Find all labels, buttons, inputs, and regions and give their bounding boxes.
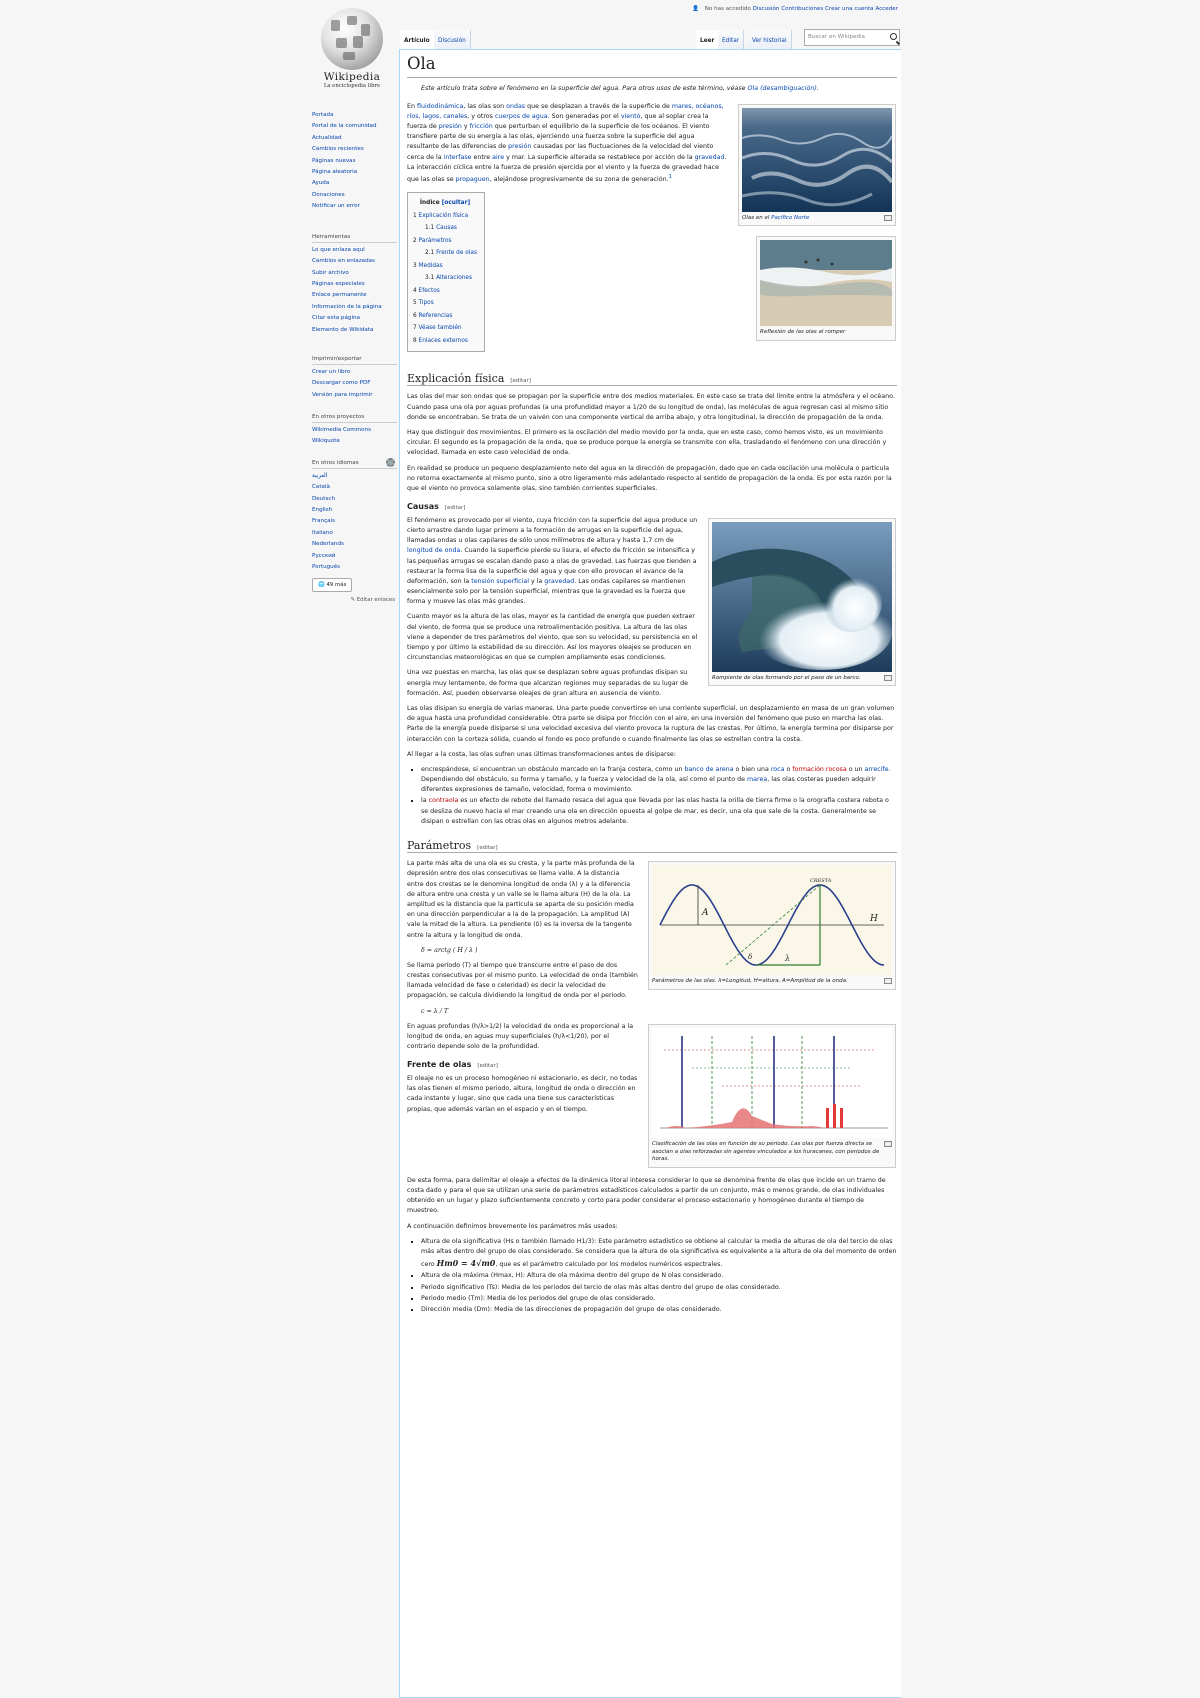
sidebar-item-language-4[interactable]: Français bbox=[312, 518, 336, 525]
nav-projects-list bbox=[312, 425, 397, 448]
paragraph: Se llama período (T) al tiempo que transcurre entre el paso de dos crestas consecutivas por el mismo punto. La velocidad de onda (también llamada velocidad de fase o celeridad) es decir la velocidad de propagación, se calcula dividiendo la longitud de onda por el periodo. bbox=[407, 961, 638, 1000]
toc-number: 1.1 bbox=[425, 225, 437, 232]
list-text: encrespándose, si encuentran un obstáculo marcado en la franja costera, como un bbox=[421, 765, 685, 773]
intro-text: , las olas son bbox=[463, 102, 507, 110]
toc-link[interactable] bbox=[413, 338, 468, 344]
intro-text: entre bbox=[471, 153, 493, 161]
intro-link[interactable]: interfase bbox=[443, 153, 472, 161]
sidebar-item-main-6[interactable]: Ayuda bbox=[312, 180, 330, 187]
sidebar-item-language-6[interactable]: Nederlands bbox=[312, 541, 344, 548]
chart-label: H bbox=[870, 914, 878, 925]
edit-section-link[interactable]: [editar] bbox=[510, 378, 531, 385]
list-item: ▪ Periodo significativo (Ts): Media de los periodos del tercio de olas más altas dentro del grupo de olas considerado. bbox=[421, 1283, 897, 1293]
sidebar-item-main-2[interactable]: Actualidad bbox=[312, 134, 342, 141]
toc-hide-link[interactable]: [ocultar] bbox=[441, 200, 471, 207]
sidebar-item-main-4[interactable]: Páginas nuevas bbox=[312, 157, 356, 164]
paragraph: Al llegar a la costa, las olas sufren unas últimas transformaciones antes de disiparse: bbox=[407, 750, 676, 758]
sidebar-item-tools-5[interactable]: Información de la página bbox=[312, 303, 382, 310]
thumb-pacific bbox=[738, 104, 896, 227]
toc-link[interactable] bbox=[413, 263, 443, 269]
tension-superficial-link[interactable]: tensión superficial bbox=[471, 577, 529, 585]
caption-parameters bbox=[652, 975, 892, 986]
causas-text: . Cuando la superficie pierde su lisura, el efecto de fricción se intensifica y las pequeñas arrugas se escalan dando paso a olas de gravedad. Las fuerzas que tienden a restaurar la forma lisa de la superficie del agua y que con ello provocan el avance de la deformación, son la bbox=[407, 547, 697, 585]
sidebar-item-print-1[interactable]: Descargar como PDF bbox=[312, 380, 371, 387]
toc-link[interactable] bbox=[425, 275, 472, 281]
thumb-breaking-wave bbox=[708, 518, 896, 687]
list-item bbox=[312, 268, 397, 279]
page-title: Ola bbox=[407, 50, 897, 78]
wave-period-classification-chart[interactable] bbox=[652, 1028, 892, 1138]
sidebar-item-language-3[interactable]: English bbox=[312, 506, 333, 513]
paragraph: En realidad se produce un pequeno desplazamiento neto del agua en la dirección de propagación, dado que en cada oscilación una molécula o partícula no retorna exactamente al mismo punto, sino a otro ligeramente más adelantado respecto al sentido de propagación de la onda. Es por esta razón por la que el viento no provoca solamente olas, sino también corrientes superficiales. bbox=[407, 464, 892, 492]
sidebar-item-language-8[interactable]: Português bbox=[312, 563, 341, 570]
list-item bbox=[312, 133, 397, 144]
list-item: ▪ Altura de ola máxima (Hmax, H): Altura de ola máxima dentro del grupo de N olas considerado. bbox=[421, 1271, 897, 1281]
banco-de-arena-link[interactable]: banco de arena bbox=[684, 765, 734, 773]
longitud-de-onda-link[interactable]: longitud de onda bbox=[407, 547, 461, 555]
toc-link[interactable] bbox=[413, 288, 440, 294]
gear-icon[interactable] bbox=[386, 458, 395, 467]
toc-list bbox=[413, 210, 477, 348]
sidebar-item-projects-0[interactable]: Wikimedia Commons bbox=[312, 426, 372, 433]
nav-projects bbox=[312, 406, 397, 448]
sidebar-item-main-3[interactable]: Cambios recientes bbox=[312, 146, 364, 153]
toc-link[interactable] bbox=[413, 213, 468, 219]
toc-number: 7 bbox=[413, 325, 419, 332]
toc-number: 2 bbox=[413, 237, 419, 244]
paragraph: De esta forma, para delimitar el oleaje a efectos de la dinámica litoral interesa considerar lo que se denomina frente de olas que incide en un tramo de costa dado y para el que se utilizan una serie de parámetros estadísticos calculados a partir de un conjunto, más o menos grande, de olas individuales obtenido en un lugar y plazo suficientemente concreto y corto para poder considerar el proceso estacionario y homogéneo durante el tiempo de muestreo. bbox=[407, 1176, 886, 1215]
edit-section-link[interactable]: [editar] bbox=[477, 845, 498, 851]
sidebar-item-language-5[interactable]: Italiano bbox=[312, 529, 333, 536]
wave-sea-image[interactable] bbox=[742, 108, 892, 212]
contributions-link[interactable]: Contribuciones bbox=[781, 6, 824, 12]
intro-link[interactable]: presión bbox=[438, 123, 462, 131]
contraola-link[interactable]: contraola bbox=[428, 797, 459, 805]
list-item bbox=[312, 436, 397, 447]
enlarge-icon[interactable] bbox=[884, 978, 892, 984]
toc-number: 2.1 bbox=[425, 250, 437, 257]
toc-item bbox=[413, 272, 477, 285]
toc-text: Tipos bbox=[418, 300, 434, 307]
nav-tools-list bbox=[312, 245, 397, 336]
nav-main bbox=[312, 110, 397, 213]
roca-link[interactable]: roca bbox=[770, 765, 785, 773]
intro-text: que se desplazan a través de la superficie de bbox=[525, 102, 672, 110]
toc-item bbox=[413, 285, 477, 298]
sidebar-item-tools-4[interactable]: Enlace permanente bbox=[312, 292, 367, 299]
list-item: ▪ Dirección media (Dm): Media de las direcciones de propagación del grupo de olas considerado. bbox=[421, 1305, 897, 1315]
toc-item bbox=[413, 235, 477, 248]
sidebar-item-projects-1[interactable]: Wikiquote bbox=[312, 438, 340, 445]
causas-text: y la bbox=[528, 577, 545, 585]
toc-text: Alteraciones bbox=[436, 275, 473, 282]
tagline: La enciclopedia libre bbox=[323, 82, 381, 89]
toc-text: Frente de olas bbox=[436, 250, 477, 257]
caption-beach: Reflexión de las olas al romper bbox=[760, 329, 846, 336]
sidebar-item-print-0[interactable]: Crear un libro bbox=[312, 368, 351, 375]
toc-text: Parámetros bbox=[418, 237, 452, 244]
toc-number: 1 bbox=[413, 212, 419, 219]
toc-title-text: Índice bbox=[419, 200, 440, 207]
list-item bbox=[312, 201, 397, 212]
causas-text: El fenómeno es provocado por el viento, cuya fricción con la superficie del agua produce un cierto arrastre dando lugar primero a la formación de arrugas en la superficie del agua, llamadas ondas u olas capilares de sólo unos milímetros de altura y hasta 1,7 cm de bbox=[407, 516, 698, 545]
list-item bbox=[312, 425, 397, 436]
section-title-parametros: Parámetros bbox=[407, 839, 472, 852]
nav-languages bbox=[312, 452, 397, 605]
list-item bbox=[312, 471, 397, 482]
intro-text: y bbox=[461, 123, 470, 131]
nav-print-list bbox=[312, 367, 397, 401]
sidebar-item-language-7[interactable]: Русский bbox=[312, 552, 336, 559]
list-text: o bbox=[784, 765, 793, 773]
list-item bbox=[312, 516, 397, 527]
intro-link[interactable]: presión bbox=[508, 143, 532, 151]
toc-link[interactable] bbox=[413, 300, 434, 306]
list-text: la bbox=[421, 797, 429, 805]
paragraph: En aguas profundas (h/λ>1/2) la velocidad de onda es proporcional a la longitud de onda, en aguas muy superficiales (h/λ<1/20), por el contrario depende solo de la profundidad. bbox=[407, 1022, 634, 1051]
wave-parameters-chart[interactable] bbox=[652, 865, 892, 975]
intro-link[interactable]: ondas bbox=[506, 102, 526, 110]
list-item bbox=[312, 144, 397, 155]
list-text: o bien una bbox=[733, 765, 771, 773]
formula-delta: δ = arctg ( H / λ ) bbox=[421, 946, 478, 954]
tab-discussion[interactable]: Discusión bbox=[434, 30, 471, 50]
caption-pacific-link[interactable]: Pacífico Norte bbox=[771, 214, 810, 221]
sidebar-item-tools-6[interactable]: Citar esta página bbox=[312, 315, 360, 322]
list-item bbox=[312, 494, 397, 505]
toc-link[interactable] bbox=[425, 250, 477, 256]
marea-link[interactable]: marea bbox=[747, 776, 768, 784]
sidebar-item-tools-1[interactable]: Cambios en enlazadas bbox=[312, 258, 375, 265]
sidebar-item-language-0[interactable]: العربية bbox=[312, 472, 328, 479]
globe-icon bbox=[321, 8, 383, 70]
toc-number: 6 bbox=[413, 312, 419, 319]
list-item bbox=[312, 190, 397, 201]
list-item bbox=[312, 551, 397, 562]
intro-link[interactable]: viento bbox=[620, 112, 641, 120]
intro-text: , alejándose progresivamente de su zona de generación. bbox=[489, 176, 669, 184]
paragraph: El oleaje no es un proceso homogéneo ni estacionario, es decir, no todas las olas tienen el mismo periodo, altura, longitud de onda o dirección en cada instante y lugar, sino que cada una tiene sus características propias, que además varían en el espacio y en el tiempo. bbox=[407, 1074, 638, 1113]
list-item bbox=[312, 167, 397, 178]
list-item bbox=[312, 562, 397, 573]
enlarge-icon[interactable] bbox=[884, 1141, 892, 1147]
search-input[interactable] bbox=[804, 29, 900, 46]
section-heading-causas bbox=[407, 502, 901, 512]
hm0-formula: Hm0 = 4√m0 bbox=[436, 1258, 496, 1269]
formula-celerity: c = λ / T bbox=[421, 1007, 449, 1015]
list-item bbox=[312, 390, 397, 401]
sidebar-item-tools-3[interactable]: Páginas especiales bbox=[312, 280, 365, 287]
list-text: . Dependiendo del obstáculo, su forma y tamaño, y la fuerza y velocidad de la ola, así como el punto de bbox=[421, 765, 891, 784]
list-item: ▪ Periodo medio (Tm): Media de los periodos del grupo de olas considerado. bbox=[421, 1294, 897, 1304]
sidebar-item-tools-7[interactable]: Elemento de Wikidata bbox=[312, 326, 374, 333]
list-item bbox=[312, 325, 397, 336]
tab-edit[interactable]: Editar bbox=[718, 30, 744, 50]
toc-text: Explicación física bbox=[418, 212, 469, 219]
toc-item bbox=[413, 310, 477, 323]
sidebar-item-main-8[interactable]: Notificar un error bbox=[312, 203, 360, 210]
intro-text: . Son generadas por el bbox=[547, 112, 621, 120]
caption-breaking-wave bbox=[712, 672, 892, 683]
toc bbox=[407, 192, 485, 352]
list-item bbox=[312, 302, 397, 313]
section-heading-parametros bbox=[407, 839, 897, 853]
list-item bbox=[312, 378, 397, 389]
toc-link[interactable] bbox=[425, 225, 457, 231]
list-item bbox=[312, 178, 397, 189]
tab-bar bbox=[400, 28, 900, 50]
toc-number: 3.1 bbox=[425, 275, 437, 282]
sidebar bbox=[300, 0, 400, 1698]
paragraph: Cuanto mayor es la altura de las olas, mayor es la cantidad de energía que pueden extraer del viento, de forma que se produce una retroalimentación positiva. La altura de las olas viene a depender de tres parámetros del viento, que son su velocidad, su persistencia en el tiempo y por último la estabilidad de su dirección. Así los mayores oleajes se producen en circunstancias meteorológicas en que se cumplen ampliamente esas condiciones. bbox=[407, 613, 698, 662]
tools-heading: Herramientas bbox=[312, 234, 397, 243]
nav-main-list bbox=[312, 110, 397, 213]
list-item bbox=[312, 121, 397, 132]
caption-pacific-text: Olas en el bbox=[742, 214, 772, 221]
list-item bbox=[312, 290, 397, 301]
toc-text: Causas bbox=[436, 225, 457, 232]
intro-link[interactable]: gravedad bbox=[694, 153, 725, 161]
search-icon[interactable] bbox=[890, 33, 897, 40]
list-text: , las olas costeras pueden adquirir diferentes expresiones de tamaño, velocidad, forma o movimiento. bbox=[421, 776, 876, 794]
toc-text: Medidas bbox=[418, 262, 443, 269]
hatnote: Este artículo trata sobre el fenómeno en la superficie del agua. Para otros usos de este término, véase Ola (desambiguación). bbox=[421, 84, 819, 92]
intro-link[interactable]: fricción bbox=[469, 123, 493, 131]
toc-text: Referencias bbox=[418, 312, 453, 319]
enlarge-icon[interactable] bbox=[884, 215, 892, 221]
intro-link[interactable]: aire bbox=[492, 153, 505, 161]
sidebar-item-tools-0[interactable]: Lo que enlaza aquí bbox=[312, 246, 365, 253]
sidebar-item-main-5[interactable]: Página aleatoria bbox=[312, 169, 358, 176]
caption-period-text: Clasificación de las olas en función de su periodo. Las olas por fuerza directa se asocian a olas reforzadas sin agentes vinculados a los huracanes, con periodos de horas. bbox=[652, 1140, 880, 1163]
list-text: o un bbox=[846, 765, 865, 773]
list-item bbox=[312, 245, 397, 256]
paragraph: Una vez puestas en marcha, las olas que se desplazan sobre aguas profundas disipan su energía muy lentamente, de forma que alcanzan regiones muy separadas de su lugar de formación. Así, pueden observarse oleajes de gran altura en ausencia de viento. bbox=[407, 669, 689, 697]
toc-item bbox=[413, 247, 477, 260]
intro-link[interactable]: 1 bbox=[668, 174, 672, 180]
caption-parameters-text: Parámetros de las olas. λ=Longitud, H=altura, A=Amplitud de la onda. bbox=[652, 978, 848, 985]
intro-link[interactable]: mares, océanos, ríos, lagos, canales bbox=[407, 102, 724, 120]
intro-text: que perturban el equilibrio de la superficie de los océanos. El viento transfiere parte de su energía a las olas, ejerciendo una fuerza sobre la superficie del agua resultante de las diferencias de bbox=[407, 123, 710, 151]
param-text: Altura de ola significativa (Hs o también llamado H1/3): Este parámetro estadístico se obtiene al calcular la media de alturas de ola del tercio de olas más altas dentro del grupo de olas considerado. Se considera que la altura de ola significativa es equivalente a la altura de ola del momento de orden cero bbox=[421, 1237, 897, 1269]
hatnote-text: Este artículo trata sobre el fenómeno en la superficie del agua. Para otros usos de este término, véase bbox=[421, 84, 746, 92]
causas-text: . Las ondas capilares se mantienen esencialmente solo por la tensión superficial, mientras que la gravedad es la fuerza que forma y mueve las olas más grandes. bbox=[407, 577, 686, 606]
caption-period bbox=[652, 1138, 892, 1164]
list-item bbox=[312, 367, 397, 378]
list-item bbox=[421, 796, 897, 827]
section-title-causas: Causas bbox=[407, 502, 439, 512]
paragraph: Las olas del mar son ondas que se propagan por la superficie entre dos medios materiales. En este caso se trata del límite entre la atmósfera y el océano. Cuando pasa una ola por aguas profundas (a una profundidad mayor a 1/20 de su longitud de onda), las moléculas de agua regresan casi al mismo sitio donde se encontraban. Se trata de un vaivén con una componente vertical de arriba abajo, y otra longitudinal, la dirección de propagación de la onda. bbox=[407, 393, 895, 421]
edit-section-link[interactable]: [editar] bbox=[477, 1063, 498, 1070]
beach-image[interactable] bbox=[760, 240, 892, 326]
toc-item bbox=[413, 260, 477, 273]
sidebar-item-language-2[interactable]: Deutsch bbox=[312, 495, 336, 502]
paragraph: A continuación definimos brevemente los parámetros más usados: bbox=[407, 1222, 618, 1230]
nav-tools bbox=[312, 226, 397, 336]
hatnote-link[interactable]: Ola (desambiguación) bbox=[747, 84, 817, 92]
not-logged-in-text: No has accedido bbox=[704, 6, 751, 12]
parameters-list bbox=[421, 1237, 897, 1315]
toc-text: Enlaces externos bbox=[418, 337, 468, 344]
toc-link[interactable] bbox=[413, 313, 452, 319]
list-item bbox=[312, 156, 397, 167]
toc-item bbox=[413, 335, 477, 348]
list-item bbox=[312, 279, 397, 290]
chart-label: λ bbox=[785, 954, 791, 964]
list-item bbox=[421, 765, 897, 796]
gravedad-link[interactable]: gravedad bbox=[544, 577, 575, 585]
toc-item bbox=[413, 322, 477, 335]
intro-link[interactable]: propaguen bbox=[455, 176, 490, 184]
formacion-rocosa-link[interactable]: formación rocosa bbox=[792, 765, 847, 773]
toc-link[interactable] bbox=[413, 325, 462, 331]
chart-label: CRESTA bbox=[810, 878, 832, 885]
logo[interactable] bbox=[319, 8, 385, 90]
section-heading-explicacion bbox=[407, 372, 897, 386]
toc-title bbox=[413, 197, 477, 210]
personal-tools bbox=[688, 5, 898, 14]
reference-superscript bbox=[669, 174, 672, 180]
sidebar-item-main-1[interactable]: Portal de la comunidad bbox=[312, 123, 377, 130]
toc-number: 4 bbox=[413, 287, 419, 294]
intro-link[interactable]: fluidodinámica bbox=[416, 102, 464, 110]
toc-text: Efectos bbox=[418, 287, 440, 294]
nav-languages-list bbox=[312, 471, 397, 574]
wordmark: Wikipedia bbox=[323, 71, 381, 83]
toc-number: 3 bbox=[413, 262, 419, 269]
caption-breaking-wave-text: Rompiente de olas formando por el paso de un barco. bbox=[712, 674, 861, 681]
thumb-period-chart bbox=[648, 1024, 896, 1168]
sidebar-item-tools-2[interactable]: Subir archivo bbox=[312, 269, 349, 276]
toc-item bbox=[413, 297, 477, 310]
tab-history[interactable]: Ver historial bbox=[748, 30, 792, 50]
chart-label: A bbox=[702, 908, 709, 919]
tab-article[interactable]: Artículo bbox=[400, 30, 435, 50]
list-item bbox=[421, 1237, 897, 1271]
thumb-beach bbox=[756, 236, 896, 341]
section-title-explicacion: Explicación física bbox=[407, 372, 505, 386]
talk-link[interactable]: Discusión bbox=[752, 6, 780, 12]
paragraph: La parte más alta de una ola es su cresta, y la parte más profunda de la depresión entre dos olas consecutivas se llama valle. A la distancia entre dos crestas se le denomina longitud de onda (λ) y a la diferencia de altura entre una cresta y un valle se le llama altura (H) de la ola. La amplitud es la distancia que la partícula se aparta de su posición media en una dirección perpendicular a la de la propagación. La amplitud (A) vale la mitad de la altura. La pendiente (δ) es la inversa de la tangente entre la altura y la longitud de onda. bbox=[407, 860, 635, 939]
toc-text: Véase también bbox=[418, 325, 462, 332]
caption-pacific bbox=[742, 212, 892, 223]
sidebar-item-main-0[interactable]: Portada bbox=[312, 112, 334, 118]
languages-heading-text: En otros idiomas bbox=[312, 460, 359, 466]
more-languages-label: 49 más bbox=[326, 582, 347, 589]
edit-links-label: Editar enlaces bbox=[356, 597, 395, 604]
more-languages-button[interactable]: 🌐 49 más bbox=[312, 578, 352, 592]
toc-item bbox=[413, 210, 477, 223]
login-link[interactable]: Acceder bbox=[875, 6, 898, 12]
projects-heading: En otros proyectos bbox=[312, 414, 397, 423]
list-text: es un efecto de rebote del llamado resaca del agua que llevada por las olas hasta la orilla de tierra firme o la orografía costera rebota o se desliza de nuevo hacia el mar creando una ola en dirección opuesta al golpe de mar, es decir, una ola que sale de la costa. Generalmente se disipan o estrellan con las otras olas en algunos metros adelante. bbox=[421, 797, 889, 825]
toc-number: 8 bbox=[413, 337, 419, 344]
toc-link[interactable] bbox=[413, 238, 452, 244]
list-item bbox=[312, 539, 397, 550]
list-item bbox=[312, 110, 397, 121]
intro-text: , y otros bbox=[467, 112, 495, 120]
arrecife-link[interactable]: arrecife bbox=[864, 765, 889, 773]
intro-text: y mar. La superficie alterada se restablece por acción de la bbox=[504, 153, 695, 161]
bullet-list bbox=[421, 765, 897, 827]
search-placeholder: Buscar en Wikipedia bbox=[808, 34, 865, 40]
list-item bbox=[312, 256, 397, 267]
edit-links[interactable]: ✎ Editar enlaces bbox=[350, 597, 395, 604]
param-text: , que es el parámetro calculado por los modelos numéricos espectrales. bbox=[495, 1261, 723, 1269]
toc-item bbox=[413, 222, 477, 235]
intro-text: , que al soplar crea la fuerza de bbox=[407, 112, 709, 131]
list-item bbox=[312, 528, 397, 539]
sidebar-item-language-1[interactable]: Català bbox=[312, 484, 330, 491]
edit-section-link[interactable]: [editar] bbox=[444, 505, 466, 512]
paragraph: Hay que distinguir dos movimientos. El primero es la oscilación del medio movido por la onda, que en este caso, como hemos visto, es un movimiento circular. El segundo es la propagación de la onda, que se produce porque la energía se transmite con ella, trasladando el fenómeno con una dirección y velocidad, llamada en este caso velocidad de onda. bbox=[407, 429, 887, 457]
list-item bbox=[312, 313, 397, 324]
languages-heading bbox=[312, 460, 397, 469]
create-account-link[interactable]: Crear una cuenta bbox=[825, 6, 874, 12]
list-item bbox=[312, 505, 397, 516]
intro-text: En bbox=[407, 102, 417, 110]
print-heading: Imprimir/exportar bbox=[312, 356, 397, 365]
list-item bbox=[312, 482, 397, 493]
breaking-wave-image[interactable] bbox=[712, 522, 892, 672]
content bbox=[399, 49, 901, 1698]
tab-read[interactable]: Leer bbox=[696, 30, 719, 50]
chart-label: δ bbox=[748, 953, 753, 962]
intro-text: causadas por las fluctuaciones de la velocidad del viento cerca de la bbox=[407, 143, 714, 161]
user-icon: 👤 bbox=[691, 6, 699, 12]
section-title-frente: Frente de olas bbox=[407, 1060, 472, 1070]
sidebar-item-print-2[interactable]: Versión para imprimir bbox=[312, 391, 373, 398]
enlarge-icon[interactable] bbox=[884, 675, 892, 681]
intro-link[interactable]: cuerpos de agua bbox=[494, 112, 548, 120]
formula bbox=[421, 1007, 901, 1017]
intro-text: . La interacción cíclica entre la fuerza de presión ejercida por el viento y la fuerza de gravedad hace que las olas se bbox=[407, 153, 727, 184]
sidebar-item-main-7[interactable]: Donaciones bbox=[312, 191, 345, 198]
nav-print bbox=[312, 348, 397, 401]
thumb-parameters-chart bbox=[648, 861, 896, 990]
paragraph: Las olas disipan su energía de varias maneras. Una parte puede convertirse en una corriente superficial, un desplazamiento en masa de un gran volumen de agua hasta una profundidad considerable. Otra parte se disipa por fricción con el aire, en una inversión del fenómeno que puso en marcha las olas. Parte de la energía puede disiparse si una velocidad excesiva del viento provoca la ruptura de las crestas. Por último, la energía termina por disiparse por interacción con la corteza sólida, cuando el fondo es poco profundo o cuando finalmente las olas se estrellan contra la costa. bbox=[407, 704, 895, 743]
toc-number: 5 bbox=[413, 300, 419, 307]
